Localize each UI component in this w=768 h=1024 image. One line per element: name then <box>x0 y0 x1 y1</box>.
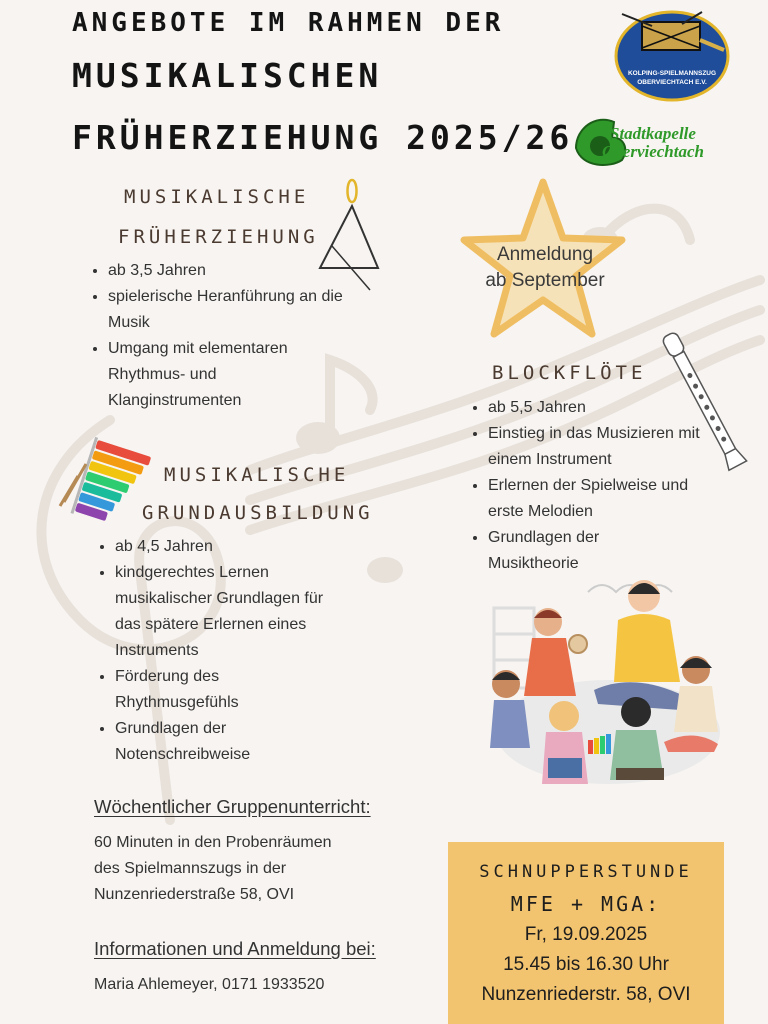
trial-lesson-box <box>448 842 724 1024</box>
list-item: • ab 5,5 Jahren <box>488 395 708 421</box>
spielmannszug-logo-text-1: KOLPING-SPIELMANNSZUG <box>627 70 717 77</box>
weekly-line-1: 60 Minuten in den Probenräumen <box>94 834 332 851</box>
list-item: • Umgang mit elementaren Rhythmus- und Klanginstrumenten <box>108 336 318 414</box>
spielmannszug-logo-text-2: OBERVIECHTACH E.V. <box>637 79 707 86</box>
spielmannszug-logo <box>612 6 732 102</box>
weekly-heading: Wöchentlicher Gruppenunterricht: <box>94 796 371 817</box>
list-item: • Erlernen der Spielweise und erste Melodien <box>488 473 708 525</box>
mfe-title-line-1: MUSIKALISCHE <box>124 186 310 208</box>
triangle-instrument-icon <box>312 176 382 292</box>
title-line-2: MUSIKALISCHEN <box>72 56 383 95</box>
trial-title: SCHNUPPERSTUNDE <box>479 862 693 882</box>
weekly-info <box>94 796 434 908</box>
trial-place: Nunzenriederstr. 58, OVI <box>481 984 691 1005</box>
contact-info <box>94 938 434 998</box>
children-music-class-illustration <box>484 572 724 792</box>
list-item: • spielerische Heranführung an die Musik <box>108 284 370 336</box>
title-line-3: FRÜHERZIEHUNG 2025/26 <box>72 118 574 157</box>
list-item: • ab 3,5 Jahren <box>108 258 370 284</box>
stadtkapelle-logo-text-2: Oberviechtach <box>602 142 704 161</box>
list-item: • Einstieg in das Musizieren mit einem Instrument <box>488 421 708 473</box>
contact-heading: Informationen und Anmeldung bei: <box>94 938 376 959</box>
title-line-1: ANGEBOTE IM RAHMEN DER <box>72 8 505 38</box>
mfe-title-line-2: FRÜHERZIEHUNG <box>118 226 319 248</box>
trial-subtitle: MFE + MGA: <box>510 892 662 916</box>
star-badge-line-2: ab September <box>485 270 605 291</box>
list-item: • ab 4,5 Jahren <box>115 534 355 560</box>
list-item: • Förderung des Rhythmusgefühls <box>115 664 265 716</box>
mga-list <box>95 534 355 768</box>
mga-title-line-2: GRUNDAUSBILDUNG <box>142 502 374 524</box>
contact-line: Maria Ahlemeyer, 0171 1933520 <box>94 976 325 993</box>
stadtkapelle-logo <box>566 108 742 170</box>
star-badge-text <box>470 242 620 294</box>
list-item: • Grundlagen der Notenschreibweise <box>115 716 265 768</box>
trial-time: 15.45 bis 16.30 Uhr <box>503 954 669 975</box>
stadtkapelle-logo-text-1: Stadtkapelle <box>610 124 696 143</box>
weekly-line-3: Nunzenriederstraße 58, OVI <box>94 886 295 903</box>
list-item: • kindgerechtes Lernen musikalischer Grundlagen für das spätere Erlernen eines Instruments <box>115 560 335 664</box>
weekly-body <box>94 830 434 908</box>
weekly-line-2: des Spielmannszugs in der <box>94 860 287 877</box>
xylophone-icon <box>56 436 152 536</box>
list-item: • Grundlagen der Musiktheorie <box>488 525 628 577</box>
blockfloete-title: BLOCKFLÖTE <box>492 362 647 384</box>
mga-title-line-1: MUSIKALISCHE <box>164 464 350 486</box>
star-badge-line-1: Anmeldung <box>496 244 594 265</box>
trial-date: Fr, 19.09.2025 <box>524 924 648 945</box>
recorder-icon <box>654 322 754 482</box>
